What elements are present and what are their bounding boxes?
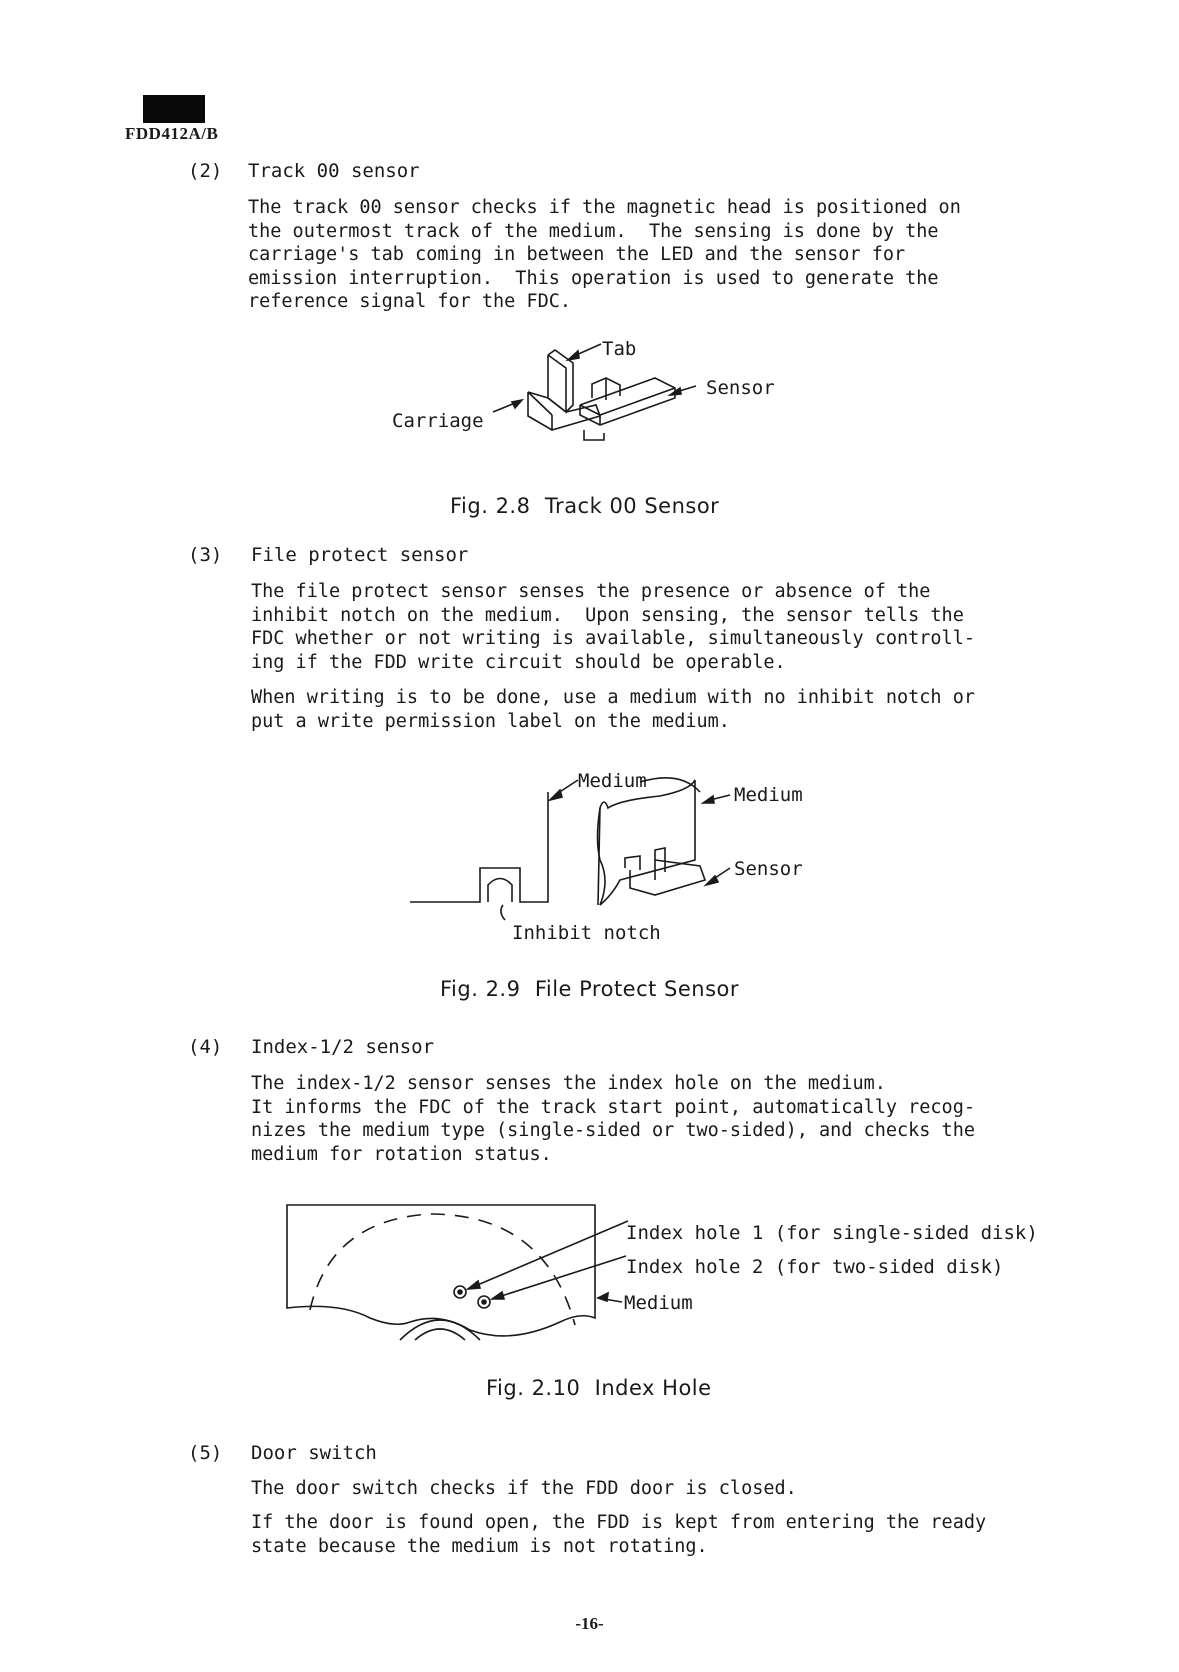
section-number: (5) bbox=[188, 1442, 223, 1464]
section-title: File protect sensor bbox=[251, 544, 469, 566]
section-paragraph: The door switch checks if the FDD door is closed. bbox=[251, 1478, 797, 1499]
section-title: Door switch bbox=[251, 1442, 377, 1464]
tab-label: Tab bbox=[602, 338, 637, 360]
section-paragraph: If the door is found open, the FDD is kept from entering the ready state because the medium is not rotating. bbox=[251, 1512, 987, 1557]
section-title: Index-1/2 sensor bbox=[251, 1036, 435, 1058]
index-hole-2-label: Index hole 2 (for two-sided disk) bbox=[626, 1256, 1004, 1278]
section-paragraph: The index-1/2 sensor senses the index hole on the medium. It informs the FDC of the track start point, automatically recog- nizes the medium type (single-sided or two-sided), and checks the medium for rotation status. bbox=[251, 1073, 975, 1165]
medium-left-label: Medium bbox=[578, 770, 647, 792]
carriage-label: Carriage bbox=[392, 410, 484, 432]
sensor-label: Sensor bbox=[706, 377, 775, 399]
index-hole-1-label: Index hole 1 (for single-sided disk) bbox=[626, 1222, 1038, 1244]
hub-shape bbox=[400, 1320, 480, 1340]
inhibit-notch-label: Inhibit notch bbox=[512, 922, 661, 944]
section-number: (4) bbox=[188, 1036, 223, 1058]
track-arc bbox=[310, 1214, 575, 1325]
figure-caption: Fig. 2.10 Index Hole bbox=[486, 1376, 712, 1400]
section-paragraph: When writing is to be done, use a medium with no inhibit notch or put a write permission label on the medium. bbox=[251, 687, 975, 732]
section-paragraph: The track 00 sensor checks if the magnetic head is positioned on the outermost track of the medium. The sensing is done by the carriage's tab coming in between the LED and the sensor for emission interruption. This operation is used to generate the reference signal for the FDC. bbox=[248, 197, 961, 312]
medium-right-label: Medium bbox=[734, 784, 803, 806]
section-number: (3) bbox=[188, 544, 223, 566]
sensor-label: Sensor bbox=[734, 858, 803, 880]
page-number: -16- bbox=[575, 1614, 604, 1633]
model-number: FDD412A/B bbox=[125, 124, 219, 143]
medium-label: Medium bbox=[624, 1292, 693, 1314]
medium-outline bbox=[287, 1205, 595, 1336]
figure-caption: Fig. 2.8 Track 00 Sensor bbox=[450, 494, 720, 518]
section-title: Track 00 sensor bbox=[248, 160, 420, 182]
section-number: (2) bbox=[188, 160, 223, 182]
section-paragraph: The file protect sensor senses the presence or absence of the inhibit notch on the medium. Upon sensing, the sensor tells the FDC whether or not writing is available, simultaneously controll- ing if the FDD write circuit should be operable. bbox=[251, 581, 975, 673]
figure-caption: Fig. 2.9 File Protect Sensor bbox=[440, 977, 740, 1001]
